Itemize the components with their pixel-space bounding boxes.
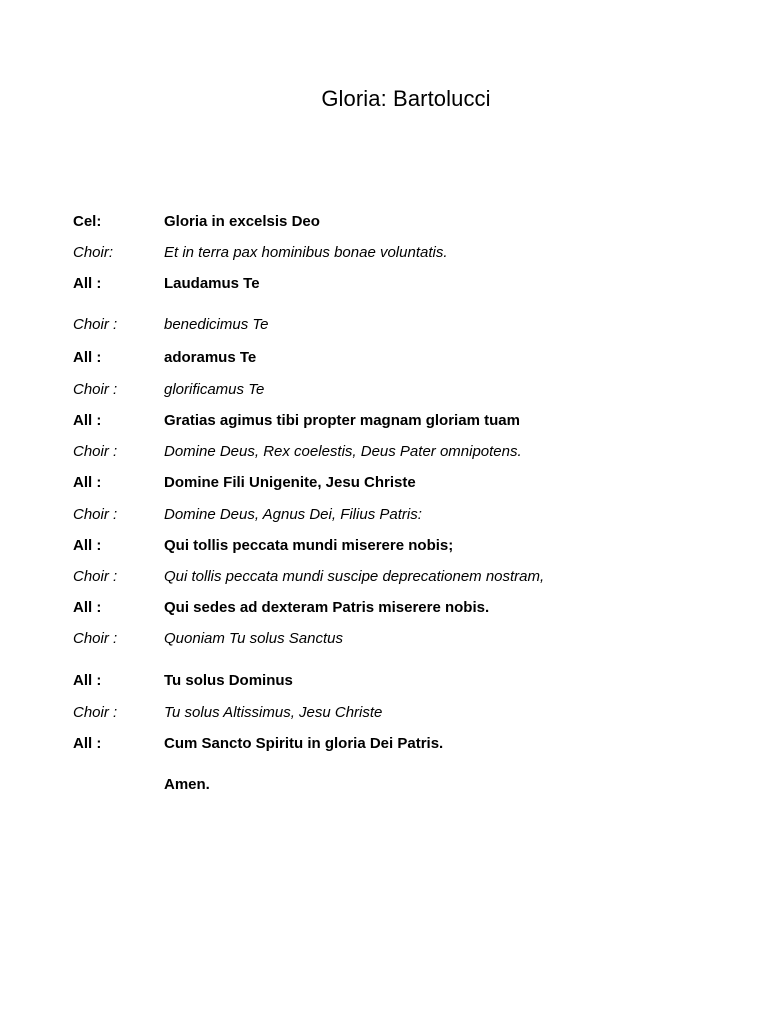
lyric-line xyxy=(0,670,768,692)
lyric-line xyxy=(0,379,768,401)
speaker-label: All : xyxy=(73,275,102,292)
lyric-text: Amen. xyxy=(164,776,210,793)
speaker-label: All : xyxy=(73,537,102,554)
lyric-text: Tu solus Dominus xyxy=(164,672,293,689)
speaker-label: All : xyxy=(73,672,102,689)
speaker-label: Choir : xyxy=(73,443,118,460)
lyric-line xyxy=(0,702,768,724)
lyric-text: Tu solus Altissimus, Jesu Christe xyxy=(164,704,383,721)
speaker-label: Choir : xyxy=(73,568,118,585)
speaker-label: Choir : xyxy=(73,381,118,398)
lyric-text: Qui tollis peccata mundi miserere nobis; xyxy=(164,537,454,554)
lyric-text: Domine Fili Unigenite, Jesu Christe xyxy=(164,474,416,491)
lyric-text: glorificamus Te xyxy=(164,381,265,398)
speaker-label: All : xyxy=(73,474,102,491)
speaker-label: Cel: xyxy=(73,213,102,230)
speaker-label: All : xyxy=(73,735,102,752)
speaker-label: Choir : xyxy=(73,630,118,647)
speaker-label: All : xyxy=(73,349,102,366)
lyric-text: Domine Deus, Rex coelestis, Deus Pater omnipotens. xyxy=(164,443,522,460)
speaker-label: Choir : xyxy=(73,506,118,523)
lyric-line xyxy=(0,733,768,755)
speaker-label: All : xyxy=(73,599,102,616)
lyric-text: Laudamus Te xyxy=(164,275,260,292)
lyric-line xyxy=(0,347,768,369)
lyric-line xyxy=(0,410,768,432)
page-title: Gloria: Bartolucci xyxy=(321,86,491,111)
lyric-text: benedicimus Te xyxy=(164,316,269,333)
lyric-line xyxy=(0,472,768,494)
lyric-line xyxy=(0,504,768,526)
lyric-line xyxy=(0,211,768,233)
lyric-line xyxy=(0,628,768,650)
lyric-text: adoramus Te xyxy=(164,349,257,366)
speaker-label: Choir : xyxy=(73,316,118,333)
lyric-text: Gloria in excelsis Deo xyxy=(164,213,320,230)
lyric-line xyxy=(0,314,768,336)
lyric-line xyxy=(0,774,768,796)
lyric-text: Et in terra pax hominibus bonae voluntatis. xyxy=(164,244,448,261)
lyric-line xyxy=(0,242,768,264)
lyric-line xyxy=(0,273,768,295)
speaker-label: All : xyxy=(73,412,102,429)
lyric-text: Quoniam Tu solus Sanctus xyxy=(164,630,343,647)
lyric-text: Cum Sancto Spiritu in gloria Dei Patris. xyxy=(164,735,444,752)
lyric-line xyxy=(0,566,768,588)
lyric-text: Qui sedes ad dexteram Patris miserere nobis. xyxy=(164,599,490,616)
lyric-line xyxy=(0,441,768,463)
lyric-line xyxy=(0,597,768,619)
lyric-text: Gratias agimus tibi propter magnam gloriam tuam xyxy=(164,412,520,429)
lyric-line xyxy=(0,535,768,557)
speaker-label: Choir : xyxy=(73,704,118,721)
lyric-text: Qui tollis peccata mundi suscipe deprecationem nostram, xyxy=(164,568,545,585)
speaker-label: Choir: xyxy=(73,244,114,261)
lyric-text: Domine Deus, Agnus Dei, Filius Patris: xyxy=(164,506,422,523)
